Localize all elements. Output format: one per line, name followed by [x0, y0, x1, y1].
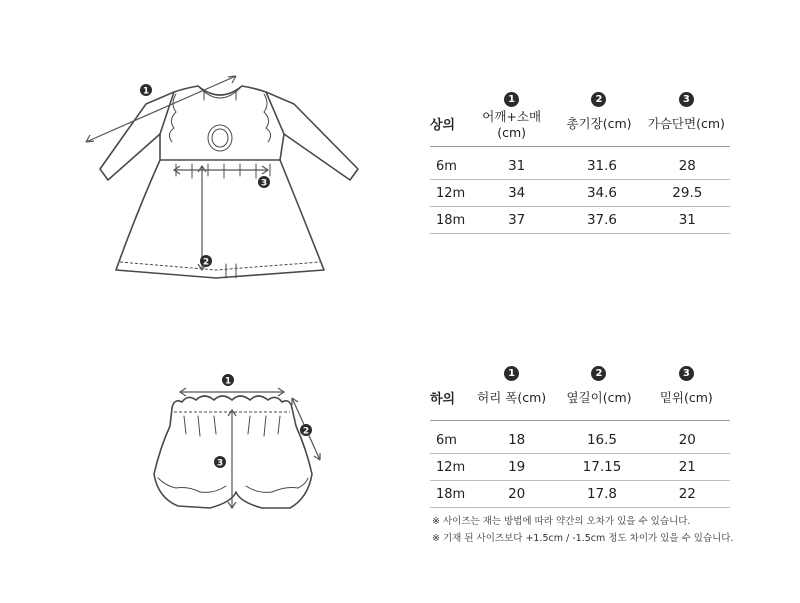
bottom-marker-3: 3 [679, 366, 694, 381]
bloomer-drawing [140, 368, 340, 528]
table-row: 6m 18 16.5 20 [430, 427, 730, 454]
bottom-category-label: 하의 [430, 391, 456, 407]
top-marker-2: 2 [591, 92, 606, 107]
table-row: 6m 31 31.6 28 [430, 153, 730, 180]
svg-text:3: 3 [260, 178, 268, 189]
bottom-header-row [430, 384, 730, 410]
top-col-2: 총기장(cm) [566, 116, 632, 131]
top-category-label: 상의 [430, 117, 456, 133]
note-line-1: ※ 사이즈는 재는 방법에 따라 약간의 오차가 있을 수 있습니다. [432, 516, 691, 527]
svg-text:2: 2 [202, 257, 210, 268]
top-col-3: 가슴단면(cm) [647, 116, 725, 131]
bottom-col-2: 옆길이(cm) [566, 390, 632, 405]
svg-text:1: 1 [224, 376, 232, 387]
svg-text:3: 3 [216, 458, 224, 469]
bottom-col-3: 밑위(cm) [659, 390, 713, 405]
table-row: 18m 20 17.8 22 [430, 481, 730, 508]
dress-illustration [76, 64, 376, 304]
svg-text:2: 2 [302, 426, 310, 437]
dress-marker-3 [258, 176, 270, 189]
bottom-size-table [430, 362, 730, 508]
table-row: 18m 37 37.6 31 [430, 207, 730, 234]
table-row: 12m 34 34.6 29.5 [430, 180, 730, 207]
svg-text:1: 1 [142, 86, 150, 97]
size-notes [432, 513, 734, 547]
top-marker-1: 1 [504, 92, 519, 107]
top-marker-3: 3 [679, 92, 694, 107]
note-line-2: ※ 기재 된 사이즈보다 +1.5cm / -1.5cm 정도 차이가 있을 수 있습니다. [432, 533, 734, 544]
bloomer-marker-2 [300, 424, 312, 437]
bottom-marker-2: 2 [591, 366, 606, 381]
table-row: 12m 19 17.15 21 [430, 454, 730, 481]
bloomer-marker-1 [222, 374, 234, 387]
top-size-table [430, 88, 730, 234]
dress-marker-1 [140, 84, 152, 97]
top-header-row [430, 108, 730, 140]
top-col-1: 어깨+소매(cm) [482, 108, 542, 140]
dress-drawing [76, 64, 376, 304]
bottom-marker-row [430, 362, 730, 384]
bloomer-illustration [140, 368, 340, 528]
bloomer-marker-3 [214, 456, 226, 469]
bottom-marker-1: 1 [504, 366, 519, 381]
bottom-col-1: 허리 폭(cm) [477, 390, 547, 405]
